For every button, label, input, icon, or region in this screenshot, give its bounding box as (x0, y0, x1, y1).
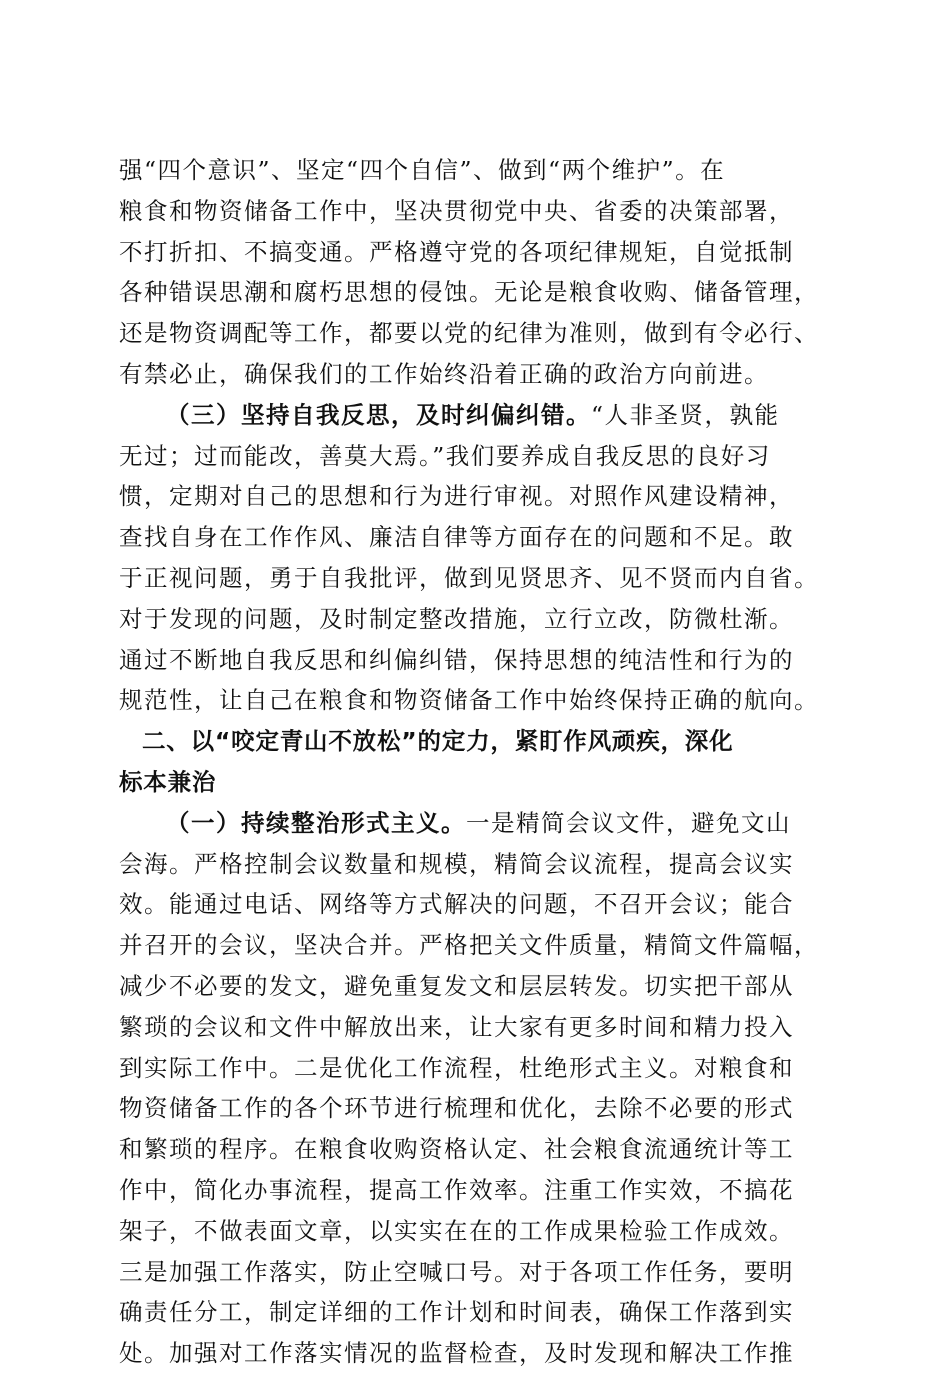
text-line: 架子，不做表面文章，以实实在在的工作成果检验工作成效。 (119, 1216, 794, 1245)
text-line: 还是物资调配等工作，都要以党的纪律为准则，做到有令必行、 (119, 319, 819, 348)
paragraph-lead-text: “人非圣贤，孰能 (591, 400, 780, 429)
text-line: 繁琐的会议和文件中解放出来，让大家有更多时间和精力投入 (119, 1012, 794, 1041)
text-line: 有禁必止，确保我们的工作始终沿着正确的政治方向前进。 (119, 359, 769, 388)
text-line: 对于发现的问题，及时制定整改措施，立行立改，防微杜渐。 (119, 604, 794, 633)
text-line: 确责任分工，制定详细的工作计划和时间表，确保工作落到实 (119, 1298, 794, 1327)
paragraph-lead-line (119, 803, 831, 844)
text-line: 不打折扣、不搞变通。严格遵守党的各项纪律规矩，自觉抵制 (119, 237, 794, 266)
text-line: 物资储备工作的各个环节进行梳理和优化，去除不必要的形式 (119, 1094, 794, 1123)
text-line: 各种错误思潮和腐朽思想的侵蚀。无论是粮食收购、储备管理， (119, 278, 819, 307)
section-heading: 二、以“咬定青山不放松”的定力，紧盯作风顽疾，深化 (142, 727, 734, 756)
text-line: 并召开的会议，坚决合并。严格把关文件质量，精简文件篇幅， (119, 931, 819, 960)
text-line: 处。加强对工作落实情况的监督检查，及时发现和解决工作推 (119, 1339, 794, 1368)
text-line: 粮食和物资储备工作中，坚决贯彻党中央、省委的决策部署， (119, 196, 794, 225)
text-line: 作中，简化办事流程，提高工作效率。注重工作实效，不搞花 (119, 1175, 794, 1204)
text-line: 效。能通过电话、网络等方式解决的问题，不召开会议；能合 (119, 890, 794, 919)
paragraph-lead-line (119, 395, 831, 436)
text-line: 和繁琐的程序。在粮食收购资格认定、社会粮食流通统计等工 (119, 1135, 794, 1164)
subheading-self-reflection: （三）坚持自我反思，及时纠偏纠错。 (166, 400, 591, 429)
text-line: 会海。严格控制会议数量和规模，精简会议流程，提高会议实 (119, 849, 794, 878)
text-line: 到实际工作中。二是优化工作流程，杜绝形式主义。对粮食和 (119, 1053, 794, 1082)
section-heading-continued: 标本兼治 (119, 767, 217, 796)
text-line: 无过；过而能改，善莫大焉。”我们要养成自我反思的良好习 (119, 441, 771, 470)
text-line: 惯，定期对自己的思想和行为进行审视。对照作风建设精神， (119, 482, 794, 511)
text-line: 规范性，让自己在粮食和物资储备工作中始终保持正确的航向。 (119, 686, 819, 715)
text-line: 查找自身在工作作风、廉洁自律等方面存在的问题和不足。敢 (119, 523, 794, 552)
text-line: 三是加强工作落实，防止空喊口号。对于各项工作任务，要明 (119, 1257, 794, 1286)
text-line: 减少不必要的发文，避免重复发文和层层转发。切实把干部从 (119, 971, 794, 1000)
text-line: 于正视问题，勇于自我批评，做到见贤思齐、见不贤而内自省。 (119, 563, 819, 592)
document-body (119, 150, 831, 1374)
paragraph-lead-text: 一是精简会议文件，避免文山 (466, 808, 791, 837)
subheading-formalism: （一）持续整治形式主义。 (166, 808, 466, 837)
text-line: 强“四个意识”、坚定“四个自信”、做到“两个维护”。在 (119, 156, 726, 184)
text-line: 通过不断地自我反思和纠偏纠错，保持思想的纯洁性和行为的 (119, 645, 794, 674)
